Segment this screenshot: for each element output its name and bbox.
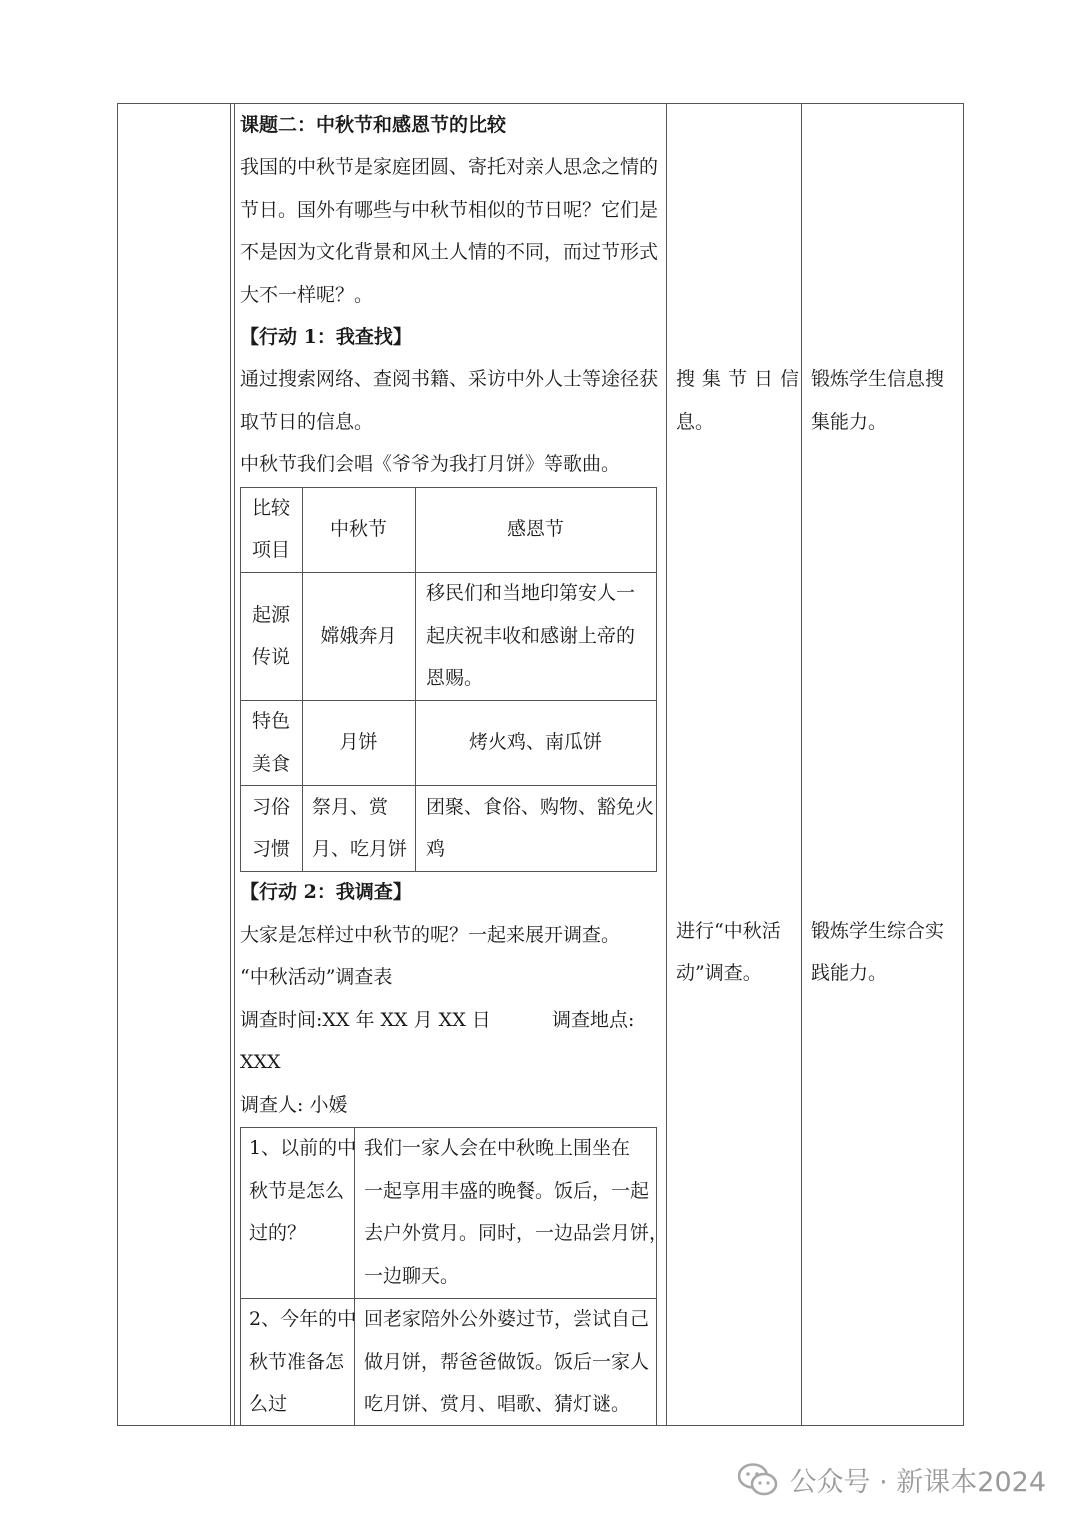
outer-right-border xyxy=(963,103,964,1426)
survey-place-value: XXX xyxy=(240,1051,281,1073)
watermark-text: 公众号 · 新课本2024 xyxy=(789,1467,1046,1498)
intro-line-3: 不是因为文化背景和风土人情的不同，而过节形式 xyxy=(240,241,659,263)
action2-design-intent-1: 锻炼学生综合实 xyxy=(811,920,945,942)
survey-q2-line-3: 么过 xyxy=(249,1393,288,1415)
cmp-row3-col1-1: 祭月、赏 xyxy=(312,796,389,818)
survey-a1-line-4: 一边聊天。 xyxy=(364,1265,460,1287)
intro-line-2: 节日。国外有哪些与中秋节相似的节日呢？它们是 xyxy=(240,199,659,221)
survey-border-mid xyxy=(354,1127,355,1425)
outer-left-border xyxy=(117,103,118,1426)
cmp-row3-col1-2: 月、吃月饼 xyxy=(312,838,408,860)
cmp-header-item-1: 比较 xyxy=(251,497,290,519)
survey-a2-line-1: 回老家陪外公外婆过节，尝试自己 xyxy=(364,1308,650,1330)
surveyor: 调查人: 小媛 xyxy=(240,1094,348,1116)
wechat-icon xyxy=(738,1463,778,1497)
cmp-row2-col2: 烤火鸡、南瓜饼 xyxy=(468,731,602,753)
action2-heading: 【行动 2：我调查】 xyxy=(240,881,412,903)
cmp-row3-col2-1: 团聚、食俗、购物、豁免火 xyxy=(426,796,655,818)
cmp-row1-item-1: 起源 xyxy=(251,604,290,626)
survey-a2-line-2: 做月饼，帮爸爸做饭。饭后一家人 xyxy=(364,1351,650,1373)
survey-place-label: 调查地点: xyxy=(552,1009,635,1031)
cmp-row1-col2-1: 移民们和当地印第安人一 xyxy=(426,582,636,604)
cmp-row3-item-2: 习惯 xyxy=(251,838,290,860)
survey-q2-line-2: 秋节准备怎 xyxy=(249,1351,345,1373)
column-divider-1b xyxy=(234,103,235,1426)
survey-time: 调查时间:XX 年 XX 月 XX 日 xyxy=(240,1009,491,1031)
survey-a1-line-2: 一起享用丰盛的晚餐。饭后，一起 xyxy=(364,1180,650,1202)
cmp-row2-item-2: 美食 xyxy=(251,753,290,775)
action1-line-3: 中秋节我们会唱《爷爷为我打月饼》等歌曲。 xyxy=(240,453,621,475)
survey-q1-line-1: 1、以前的中 xyxy=(249,1137,357,1159)
action2-student-activity-2: 动”调查。 xyxy=(676,962,762,984)
action1-line-1: 通过搜索网络、查阅书籍、采访中外人士等途径获 xyxy=(240,368,659,390)
intro-line-1: 我国的中秋节是家庭团圆、寄托对亲人思念之情的 xyxy=(240,156,659,178)
action1-heading: 【行动 1：我查找】 xyxy=(240,326,412,348)
column-divider-1 xyxy=(230,103,231,1426)
action2-design-intent-2: 践能力。 xyxy=(811,962,888,984)
survey-border-right xyxy=(656,1127,657,1425)
action1-student-activity-1: 搜集节日信 xyxy=(676,368,807,390)
survey-q2-line-1: 2、今年的中 xyxy=(249,1308,357,1330)
watermark xyxy=(738,1460,1046,1499)
cmp-row1-col2-2: 起庆祝丰收和感谢上帝的 xyxy=(426,625,636,647)
cmp-header-col1: 中秋节 xyxy=(329,518,387,540)
cmp-header-item-2: 项目 xyxy=(251,539,290,561)
action1-student-activity-2: 息。 xyxy=(676,411,715,433)
action2-line-1: 大家是怎样过中秋节的呢？一起来展开调查。 xyxy=(240,924,621,946)
section-title: 课题二：中秋节和感恩节的比较 xyxy=(240,114,507,136)
survey-q1-line-3: 过的？ xyxy=(249,1222,307,1244)
survey-q1-line-2: 秋节是怎么 xyxy=(249,1180,345,1202)
cmp-row3-col2-2: 鸡 xyxy=(426,838,446,860)
action2-student-activity-1: 进行“中秋活 xyxy=(676,920,781,942)
cmp-row1-col1: 嫦娥奔月 xyxy=(320,625,397,647)
survey-a1-line-1: 我们一家人会在中秋晚上围坐在 xyxy=(364,1137,631,1159)
cmp-row1-item-2: 传说 xyxy=(251,646,290,668)
survey-border-left xyxy=(240,1127,241,1425)
intro-line-4: 大不一样呢？。 xyxy=(240,284,374,306)
action2-line-2: “中秋活动”调查表 xyxy=(240,966,393,988)
cmp-header-col2: 感恩节 xyxy=(506,518,564,540)
action1-design-intent-1: 锻炼学生信息搜 xyxy=(811,368,945,390)
survey-a2-line-3: 吃月饼、赏月、唱歌、猜灯谜。 xyxy=(364,1393,631,1415)
cmp-row2-col1: 月饼 xyxy=(339,731,378,753)
column-divider-3 xyxy=(801,103,802,1426)
action1-line-2: 取节日的信息。 xyxy=(240,411,374,433)
action1-design-intent-2: 集能力。 xyxy=(811,411,888,433)
survey-a1-line-3: 去户外赏月。同时，一边品尝月饼， xyxy=(364,1222,669,1244)
cmp-border-right xyxy=(656,487,657,872)
cmp-row2-item-1: 特色 xyxy=(251,710,290,732)
cmp-row3-item-1: 习俗 xyxy=(251,796,290,818)
cmp-row1-col2-3: 恩赐。 xyxy=(426,667,484,689)
